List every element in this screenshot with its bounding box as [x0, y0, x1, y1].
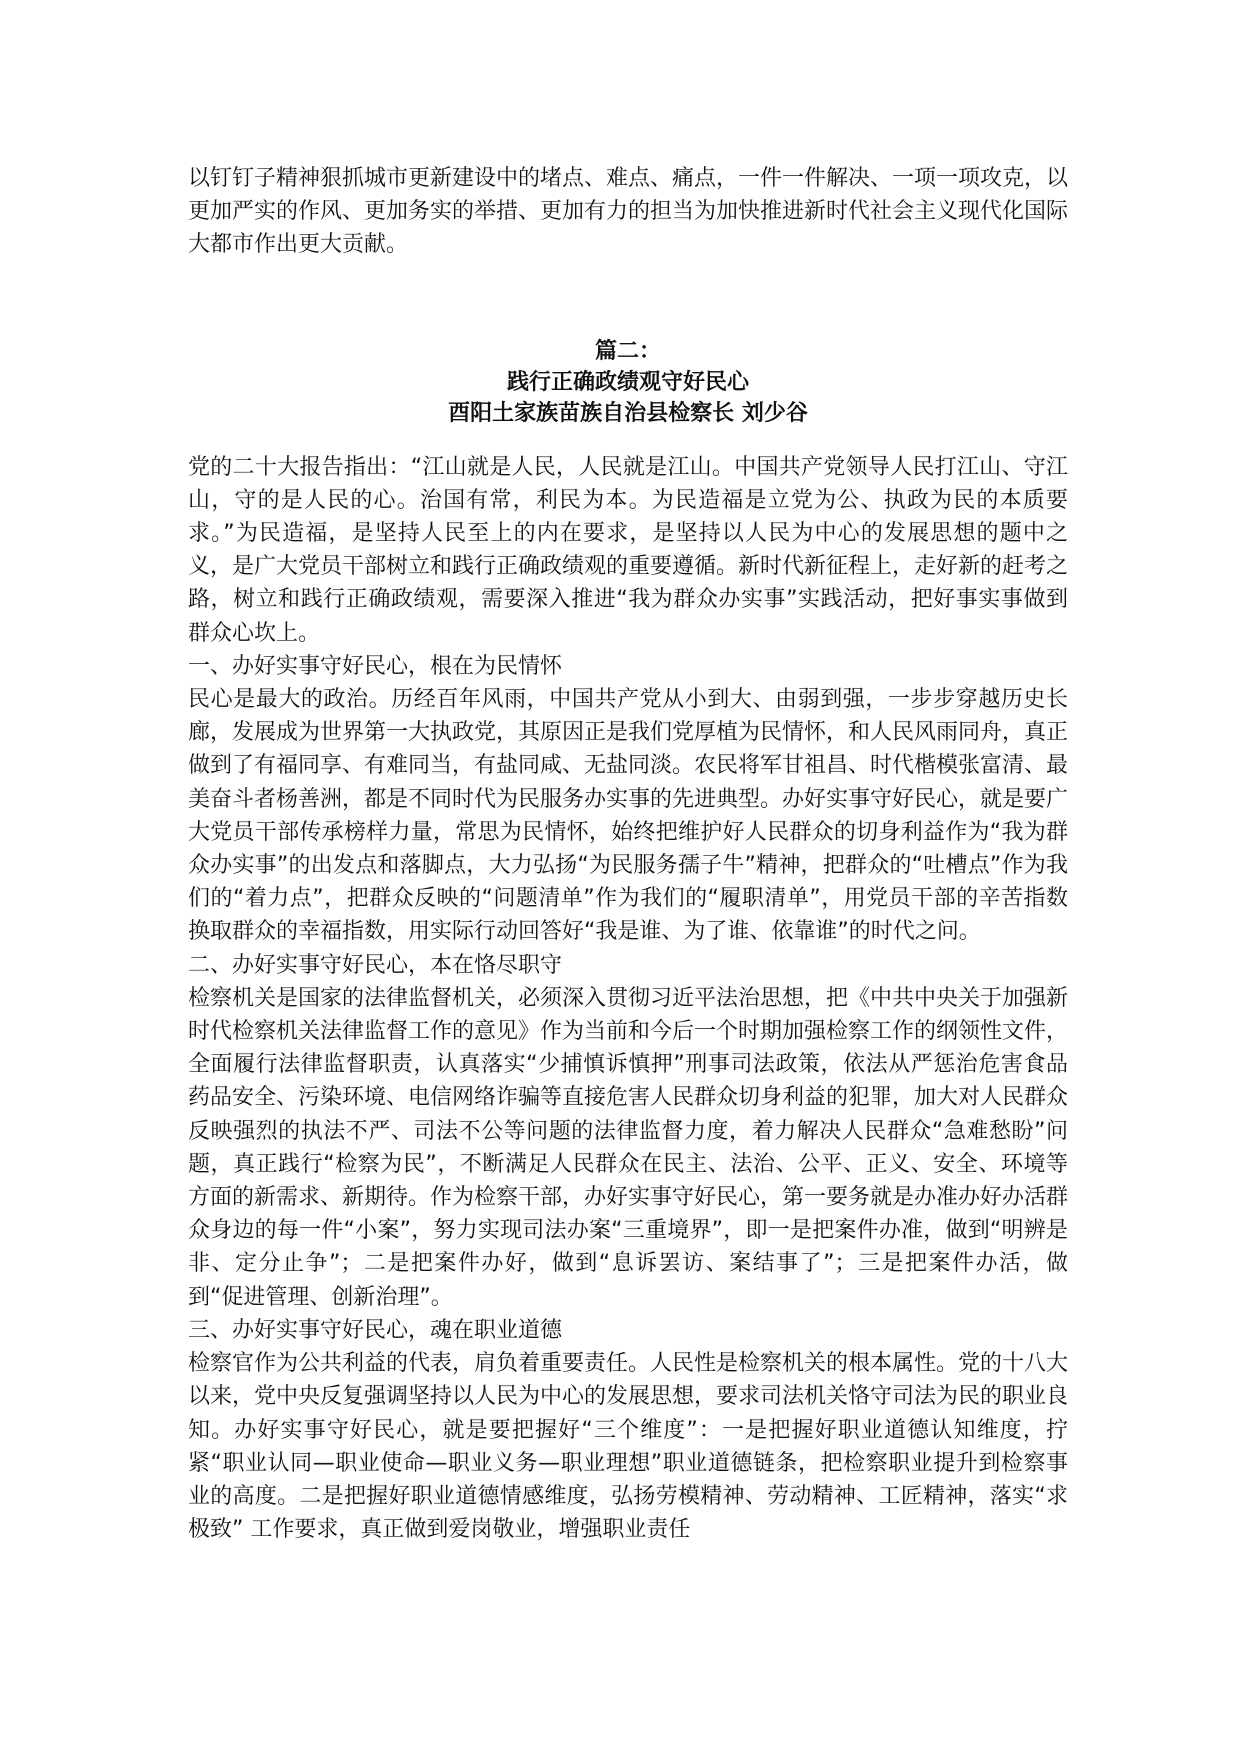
article-byline: 酉阳土家族苗族自治县检察长 刘少谷: [448, 400, 808, 426]
section-body-1: 民心是最大的政治。历经百年风雨，中国共产党从小到大、由弱到强，一步步穿越历史长廊，发展成为世界第一大执政党，其原因正是我们党厚植为民情怀，和人民风雨同舟，真正做到了有福同享、有难同当，有盐同咸、无盐同淡。农民将军甘祖昌、时代楷模张富清、最美奋斗者杨善洲，都是不同时代为民服务办实事的先进典型。办好实事守好民心，就是要广大党员干部传承榜样力量，常思为民情怀，始终把维护好人民群众的切身利益作为“我为群众办实事”的出发点和落脚点，大力弘扬“为民服务孺子牛”精神，把群众的“吐槽点”作为我们的“着力点”，把群众反映的“问题清单”作为我们的“履职清单”，用党员干部的辛苦指数换取群众的幸福指数，用实际行动回答好“我是谁、为了谁、依靠谁”的时代之问。: [188, 687, 1069, 945]
section-heading-1: 一、办好实事守好民心，根在为民情怀: [188, 653, 563, 679]
opening-paragraph: 党的二十大报告指出：“江山就是人民，人民就是江山。中国共产党领导人民打江山、守江山，守的是人民的心。治国有常，利民为本。为民造福是立党为公、执政为民的本质要求。”为民造福，是坚持人民至上的内在要求，是坚持以人民为中心的发展思想的题中之义，是广大党员干部树立和践行正确政绩观的重要遵循。新时代新征程上，走好新的赶考之路，树立和践行正确政绩观，需要深入推进“我为群众办实事”实践活动，把好事实事做到群众心坎上。: [188, 454, 1069, 646]
section-body-2: 检察机关是国家的法律监督机关，必须深入贯彻习近平法治思想，把《中共中央关于加强新时代检察机关法律监督工作的意见》作为当前和今后一个时期加强检察工作的纲领性文件，全面履行法律监督职责，认真落实“少捕慎诉慎押”刑事司法政策，依法从严惩治危害食品药品安全、污染环境、电信网络诈骗等直接危害人民群众切身利益的犯罪，加大对人民群众反映强烈的执法不严、司法不公等问题的法律监督力度，着力解决人民群众“急难愁盼”问题，真正践行“检察为民”，不断满足人民群众在民主、法治、公平、正义、安全、环境等方面的新需求、新期待。作为检察干部，办好实事守好民心，第一要务就是办准办好办活群众身边的每一件“小案”，努力实现司法办案“三重境界”，即一是把案件办准，做到“明辨是非、定分止争”；二是把案件办好，做到“息诉罢访、案结事了”；三是把案件办活，做到“促进管理、创新治理”。: [188, 985, 1069, 1310]
document-page: [188, 162, 1068, 1546]
intro-paragraph: 以钉钉子精神狠抓城市更新建设中的堵点、难点、痛点，一件一件解决、一项一项攻克，以更加严实的作风、更加务实的举措、更加有力的担当为加快推进新时代社会主义现代化国际大都市作出更大贡献。: [188, 166, 1069, 258]
section-body-3: 检察官作为公共利益的代表，肩负着重要责任。人民性是检察机关的根本属性。党的十八大以来，党中央反复强调坚持以人民为中心的发展思想，要求司法机关恪守司法为民的职业良知。办好实事守好民心，就是要把握好“三个维度”：一是把握好职业道德认知维度，拧紧“职业认同—职业使命—职业义务—职业理想”职业道德链条，把检察职业提升到检察事业的高度。二是把握好职业道德情感维度，弘扬劳模精神、劳动精神、工匠精神，落实“求极致” 工作要求，真正做到爱岗敬业，增强职业责任: [188, 1351, 1069, 1543]
article-title: 践行正确政绩观守好民心: [506, 369, 749, 395]
article-heading: [188, 336, 1068, 429]
section-heading-3: 三、办好实事守好民心，魂在职业道德: [188, 1317, 563, 1343]
section-heading-2: 二、办好实事守好民心，本在恪尽职守: [188, 952, 563, 978]
article-label: 篇二：: [594, 338, 661, 364]
